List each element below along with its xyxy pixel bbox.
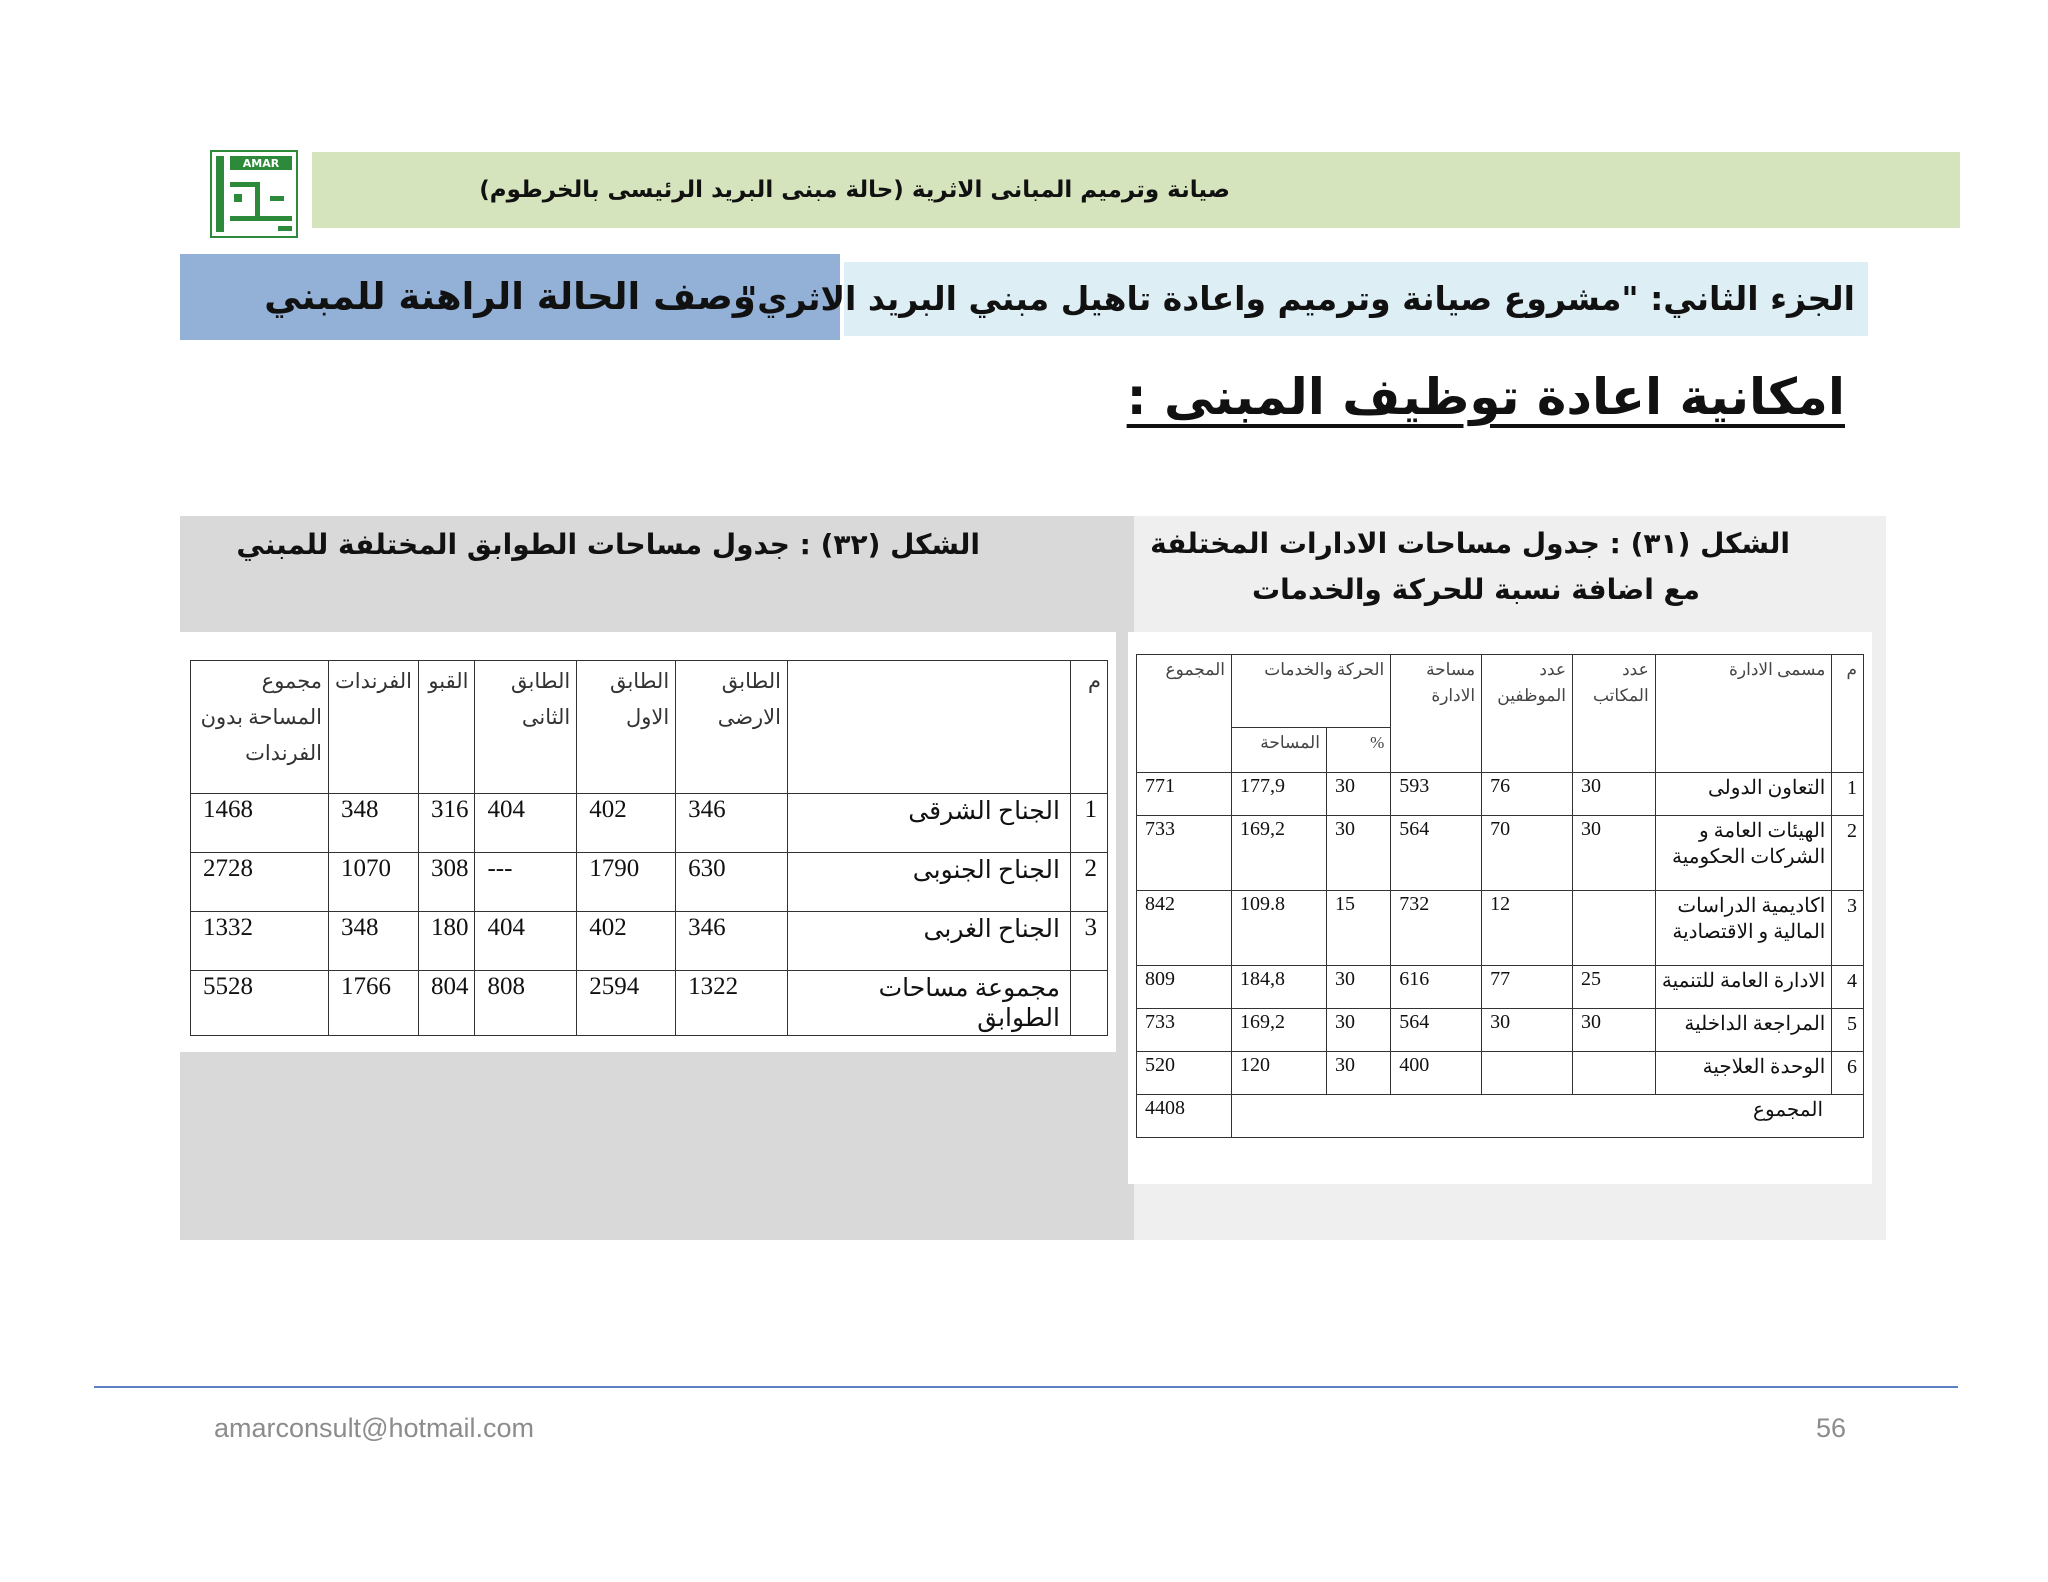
table-cell: 30 xyxy=(1573,1009,1656,1052)
table-cell: الجناح الغربى xyxy=(788,912,1071,971)
table-total-row xyxy=(1137,1095,1864,1138)
table-cell: 348 xyxy=(329,912,419,971)
table-cell: الجناح الجنوبى xyxy=(788,853,1071,912)
table-cell: الهيئات العامة و الشركات الحكومية xyxy=(1655,816,1832,891)
table-cell: المراجعة الداخلية xyxy=(1655,1009,1832,1052)
table-cell: 346 xyxy=(676,912,788,971)
table-cell: 564 xyxy=(1391,1009,1482,1052)
table-cell: 25 xyxy=(1573,966,1656,1009)
table-cell: 842 xyxy=(1137,891,1232,966)
table-cell: 630 xyxy=(676,853,788,912)
total-value: 4408 xyxy=(1137,1095,1232,1138)
col-header-second-floor: الطابق الثانى xyxy=(475,661,577,794)
col-header-basement: القبو xyxy=(418,661,475,794)
table-cell: 169,2 xyxy=(1232,1009,1327,1052)
table-cell: 30 xyxy=(1482,1009,1573,1052)
table-cell: الادارة العامة للتنمية xyxy=(1655,966,1832,1009)
col-header-wing xyxy=(788,661,1071,794)
col-header-index: م xyxy=(1071,661,1108,794)
table-cell: 6 xyxy=(1832,1052,1864,1095)
table-cell: 5 xyxy=(1832,1009,1864,1052)
table-cell: 1332 xyxy=(191,912,329,971)
col-header-index: م xyxy=(1832,655,1864,773)
table-cell: 1 xyxy=(1071,794,1108,853)
amar-consult-logo xyxy=(210,150,298,238)
table-cell: 30 xyxy=(1326,1009,1390,1052)
table-cell: 308 xyxy=(418,853,475,912)
table-cell: 1070 xyxy=(329,853,419,912)
table-cell: 616 xyxy=(1391,966,1482,1009)
table-cell: 76 xyxy=(1482,773,1573,816)
table-cell: 733 xyxy=(1137,816,1232,891)
table-cell: الجناح الشرقى xyxy=(788,794,1071,853)
table-cell: 1322 xyxy=(676,971,788,1036)
svg-text:AMAR: AMAR xyxy=(242,157,280,170)
col-subheader-area: المساحة xyxy=(1232,728,1327,773)
table-cell: 402 xyxy=(577,912,676,971)
table-cell: مجموعة مساحات الطوابق xyxy=(788,971,1071,1036)
col-header-total: المجموع xyxy=(1137,655,1232,773)
table-cell xyxy=(1482,1052,1573,1095)
table-cell: 809 xyxy=(1137,966,1232,1009)
logo-mark-icon xyxy=(212,152,296,236)
table-cell: 30 xyxy=(1573,773,1656,816)
table-cell: الوحدة العلاجية xyxy=(1655,1052,1832,1095)
table-cell: 12 xyxy=(1482,891,1573,966)
table-cell: 70 xyxy=(1482,816,1573,891)
table-cell: 2 xyxy=(1071,853,1108,912)
col-header-total: مجموع المساحة بدون الفرندات xyxy=(191,661,329,794)
total-label: المجموع xyxy=(1232,1095,1864,1138)
page-title: امكانية اعادة توظيف المبنى : xyxy=(1126,368,1845,426)
table-cell: 404 xyxy=(475,912,577,971)
table-header-row xyxy=(1137,655,1864,728)
table-cell: 1 xyxy=(1832,773,1864,816)
table-cell: 77 xyxy=(1482,966,1573,1009)
table-row xyxy=(191,853,1108,912)
floor-areas-table xyxy=(190,660,1108,1036)
table-row xyxy=(1137,773,1864,816)
col-header-circulation: الحركة والخدمات xyxy=(1232,655,1391,728)
table-cell: --- xyxy=(475,853,577,912)
section-band-left-label: وصف الحالة الراهنة للمبني xyxy=(264,275,756,318)
table-cell: 1766 xyxy=(329,971,419,1036)
table-cell: 404 xyxy=(475,794,577,853)
figure-caption-right-line2: مع اضافة نسبة للحركة والخدمات xyxy=(1251,573,1700,606)
col-header-department: مسمى الادارة xyxy=(1655,655,1832,773)
figure-caption-left: الشكل (٣٢) : جدول مساحات الطوابق المختلفة للمبني xyxy=(236,528,980,561)
col-header-employees: عدد الموظفين xyxy=(1482,655,1573,773)
table-cell: 177,9 xyxy=(1232,773,1327,816)
table-cell: 348 xyxy=(329,794,419,853)
table-cell: 30 xyxy=(1326,1052,1390,1095)
table-cell: 1790 xyxy=(577,853,676,912)
table-cell: 184,8 xyxy=(1232,966,1327,1009)
table-cell: 3 xyxy=(1071,912,1108,971)
table-cell xyxy=(1573,891,1656,966)
col-header-dept-area: مساحة الادارة xyxy=(1391,655,1482,773)
table-cell: التعاون الدولى xyxy=(1655,773,1832,816)
col-header-offices: عدد المكاتب xyxy=(1573,655,1656,773)
table-cell: 2 xyxy=(1832,816,1864,891)
table-cell: 180 xyxy=(418,912,475,971)
table-row xyxy=(191,912,1108,971)
table-cell: 804 xyxy=(418,971,475,1036)
table-cell: 4 xyxy=(1832,966,1864,1009)
table-cell: 1468 xyxy=(191,794,329,853)
table-row xyxy=(1137,891,1864,966)
col-header-ground-floor: الطابق الارضى xyxy=(676,661,788,794)
table-row xyxy=(1137,1052,1864,1095)
table-row xyxy=(1137,816,1864,891)
department-areas-table xyxy=(1136,654,1864,1138)
section-band-right-label: الجزء الثاني: "مشروع صيانة وترميم واعادة تاهيل مبني البريد الاثري" xyxy=(740,279,1855,318)
table-cell: 733 xyxy=(1137,1009,1232,1052)
table-cell: 808 xyxy=(475,971,577,1036)
table-cell: 564 xyxy=(1391,816,1482,891)
table-cell: 3 xyxy=(1832,891,1864,966)
table-cell xyxy=(1071,971,1108,1036)
table-row xyxy=(1137,966,1864,1009)
table-cell: 771 xyxy=(1137,773,1232,816)
document-header-title: صيانة وترميم المبانى الاثرية (حالة مبنى البريد الرئيسى بالخرطوم) xyxy=(479,177,1230,203)
table-header-row xyxy=(191,661,1108,794)
table-cell: 400 xyxy=(1391,1052,1482,1095)
col-header-first-floor: الطابق الاول xyxy=(577,661,676,794)
table-cell: 15 xyxy=(1326,891,1390,966)
col-subheader-percent: % xyxy=(1326,728,1390,773)
table-row xyxy=(1137,1009,1864,1052)
table-cell: 593 xyxy=(1391,773,1482,816)
table-cell: 30 xyxy=(1326,773,1390,816)
table-cell: 30 xyxy=(1573,816,1656,891)
table-cell: 30 xyxy=(1326,816,1390,891)
table-cell: 30 xyxy=(1326,966,1390,1009)
col-header-verandas: الفرندات xyxy=(329,661,419,794)
table-cell xyxy=(1573,1052,1656,1095)
page-number: 56 xyxy=(1815,1413,1846,1443)
table-cell: 402 xyxy=(577,794,676,853)
table-cell: 109.8 xyxy=(1232,891,1327,966)
table-row xyxy=(191,794,1108,853)
table-total-row xyxy=(191,971,1108,1036)
table-cell: 120 xyxy=(1232,1052,1327,1095)
footer-email: amarconsult@hotmail.com xyxy=(214,1413,535,1443)
figure-caption-right-line1: الشكل (٣١) : جدول مساحات الادارات المختلفة xyxy=(1150,527,1790,560)
table-cell: 2728 xyxy=(191,853,329,912)
table-cell: 520 xyxy=(1137,1052,1232,1095)
table-cell: 169,2 xyxy=(1232,816,1327,891)
table-cell: اكاديمية الدراسات المالية و الاقتصادية xyxy=(1655,891,1832,966)
table-cell: 2594 xyxy=(577,971,676,1036)
table-cell: 346 xyxy=(676,794,788,853)
table-cell: 732 xyxy=(1391,891,1482,966)
table-cell: 5528 xyxy=(191,971,329,1036)
table-cell: 316 xyxy=(418,794,475,853)
footer-divider xyxy=(94,1386,1958,1388)
